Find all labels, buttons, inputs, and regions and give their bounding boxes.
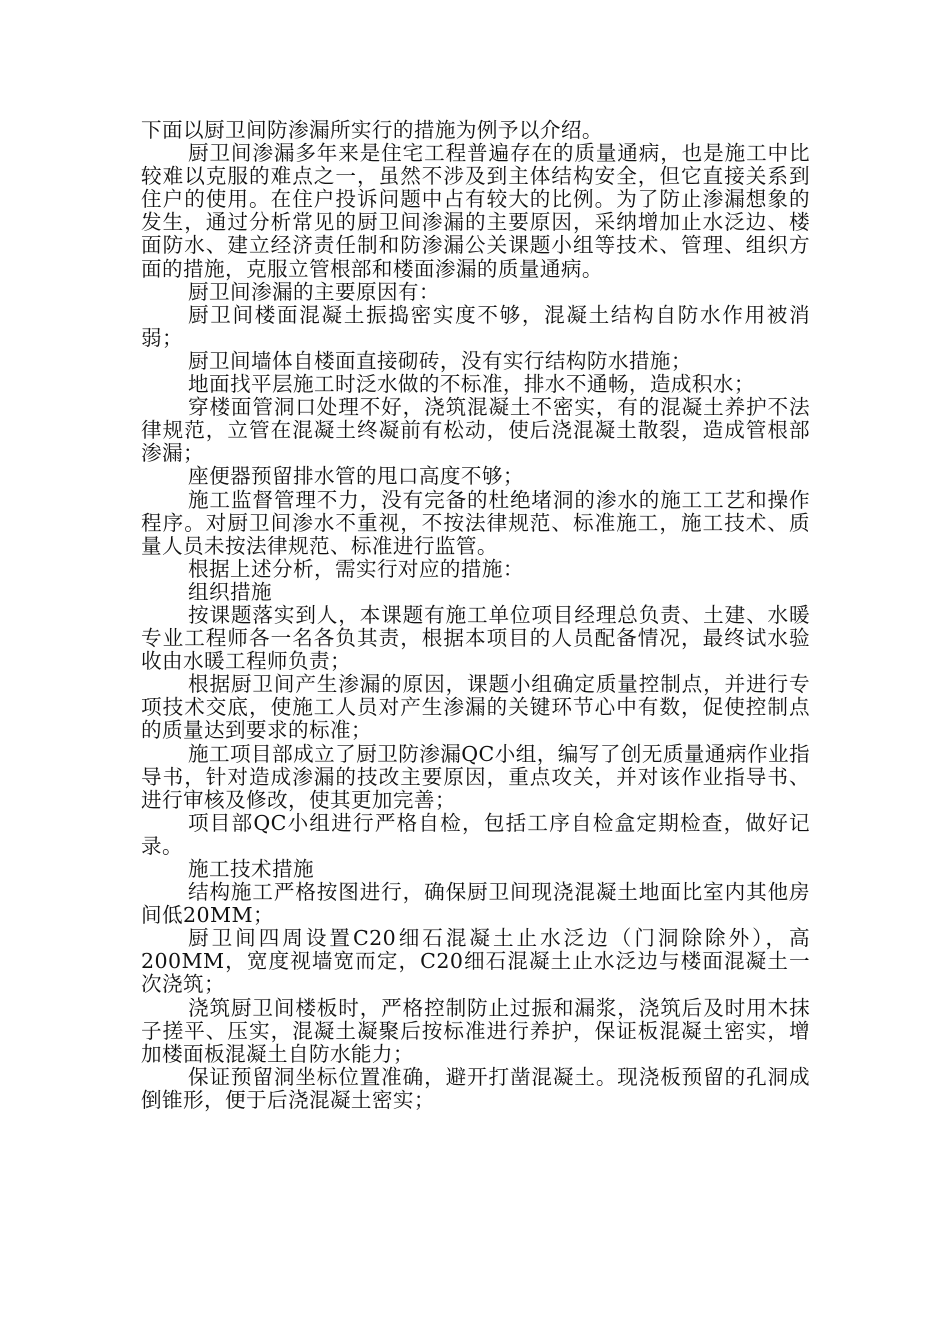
paragraph: 施工项目部成立了厨卫防渗漏QC小组，编写了创无质量通病作业指导书，针对造成渗漏的技改主要原因，重点攻关，并对该作业指导书、进行审核及修改，使其更加完善； <box>141 741 810 812</box>
document-body <box>141 119 810 1112</box>
paragraph: 厨卫间渗漏的主要原因有： <box>188 279 440 304</box>
paragraph: 结构施工严格按图进行，确保厨卫间现浇混凝土地面比室内其他房间低20MM； <box>141 880 810 928</box>
paragraph: 按课题落实到人，本课题有施工单位项目经理总负责、土建、水暖专业工程师各一名各负其责，根据本项目的人员配备情况，最终试水验收由水暖工程师负责； <box>141 602 810 674</box>
paragraph: 项目部QC小组进行严格自检，包括工序自检盒定期检查，做好记录。 <box>141 810 810 858</box>
paragraph: 施工监督管理不力，没有完备的杜绝堵洞的渗水的施工工艺和操作程序。对厨卫间渗水不重视，不按法律规范、标准施工，施工技术、质量人员未按法律规范、标准进行监管。 <box>141 487 810 558</box>
paragraph: 穿楼面管洞口处理不好，浇筑混凝土不密实，有的混凝土养护不法律规范，立管在混凝土终凝前有松动，使后浇混凝土散裂，造成管根部渗漏； <box>141 395 810 466</box>
paragraph: 下面以厨卫间防渗漏所实行的措施为例予以介绍。 <box>141 118 603 142</box>
paragraph: 座便器预留排水管的甩口高度不够； <box>188 464 524 489</box>
paragraph: 厨卫间楼面混凝土振捣密实度不够，混凝土结构自防水作用被消弱； <box>141 302 810 350</box>
section-heading: 施工技术措施 <box>188 857 314 881</box>
paragraph: 保证预留洞坐标位置准确，避开打凿混凝土。现浇板预留的孔洞成倒锥形，便于后浇混凝土密实； <box>141 1064 810 1112</box>
paragraph: 浇筑厨卫间楼板时，严格控制防止过振和漏浆，浇筑后及时用木抹子搓平、压实，混凝土凝聚后按标准进行养护，保证板混凝土密实，增加楼面板混凝土自防水能力； <box>141 995 810 1066</box>
paragraph: 根据上述分析，需实行对应的措施： <box>188 556 524 581</box>
paragraph: 厨卫间四周设置C20细石混凝土止水泛边（门洞除除外），高200MM，宽度视墙宽而定，C20细石混凝土止水泛边与楼面混凝土一次浇筑； <box>141 926 810 997</box>
section-heading: 组织措施 <box>188 579 272 604</box>
paragraph: 厨卫间渗漏多年来是住宅工程普遍存在的质量通病，也是施工中比较难以克服的难点之一，虽然不涉及到主体结构安全，但它直接关系到住户的使用。在住户投诉问题中占有较大的比例。为了防止渗漏想象的发生，通过分析常见的厨卫间渗漏的主要原因，采纳增加止水泛边、楼面防水、建立经济责任制和防渗漏公关课题小组等技术、管理、组织方面的措施，克服立管根部和楼面渗漏的质量通病。 <box>141 141 810 281</box>
paragraph: 厨卫间墙体自楼面直接砌砖，没有实行结构防水措施； <box>188 348 692 373</box>
paragraph: 根据厨卫间产生渗漏的原因，课题小组确定质量控制点，并进行专项技术交底，使施工人员对产生渗漏的关键环节心中有数，促使控制点的质量达到要求的标准； <box>141 672 810 743</box>
paragraph: 地面找平层施工时泛水做的不标准，排水不通畅，造成积水； <box>188 372 755 397</box>
